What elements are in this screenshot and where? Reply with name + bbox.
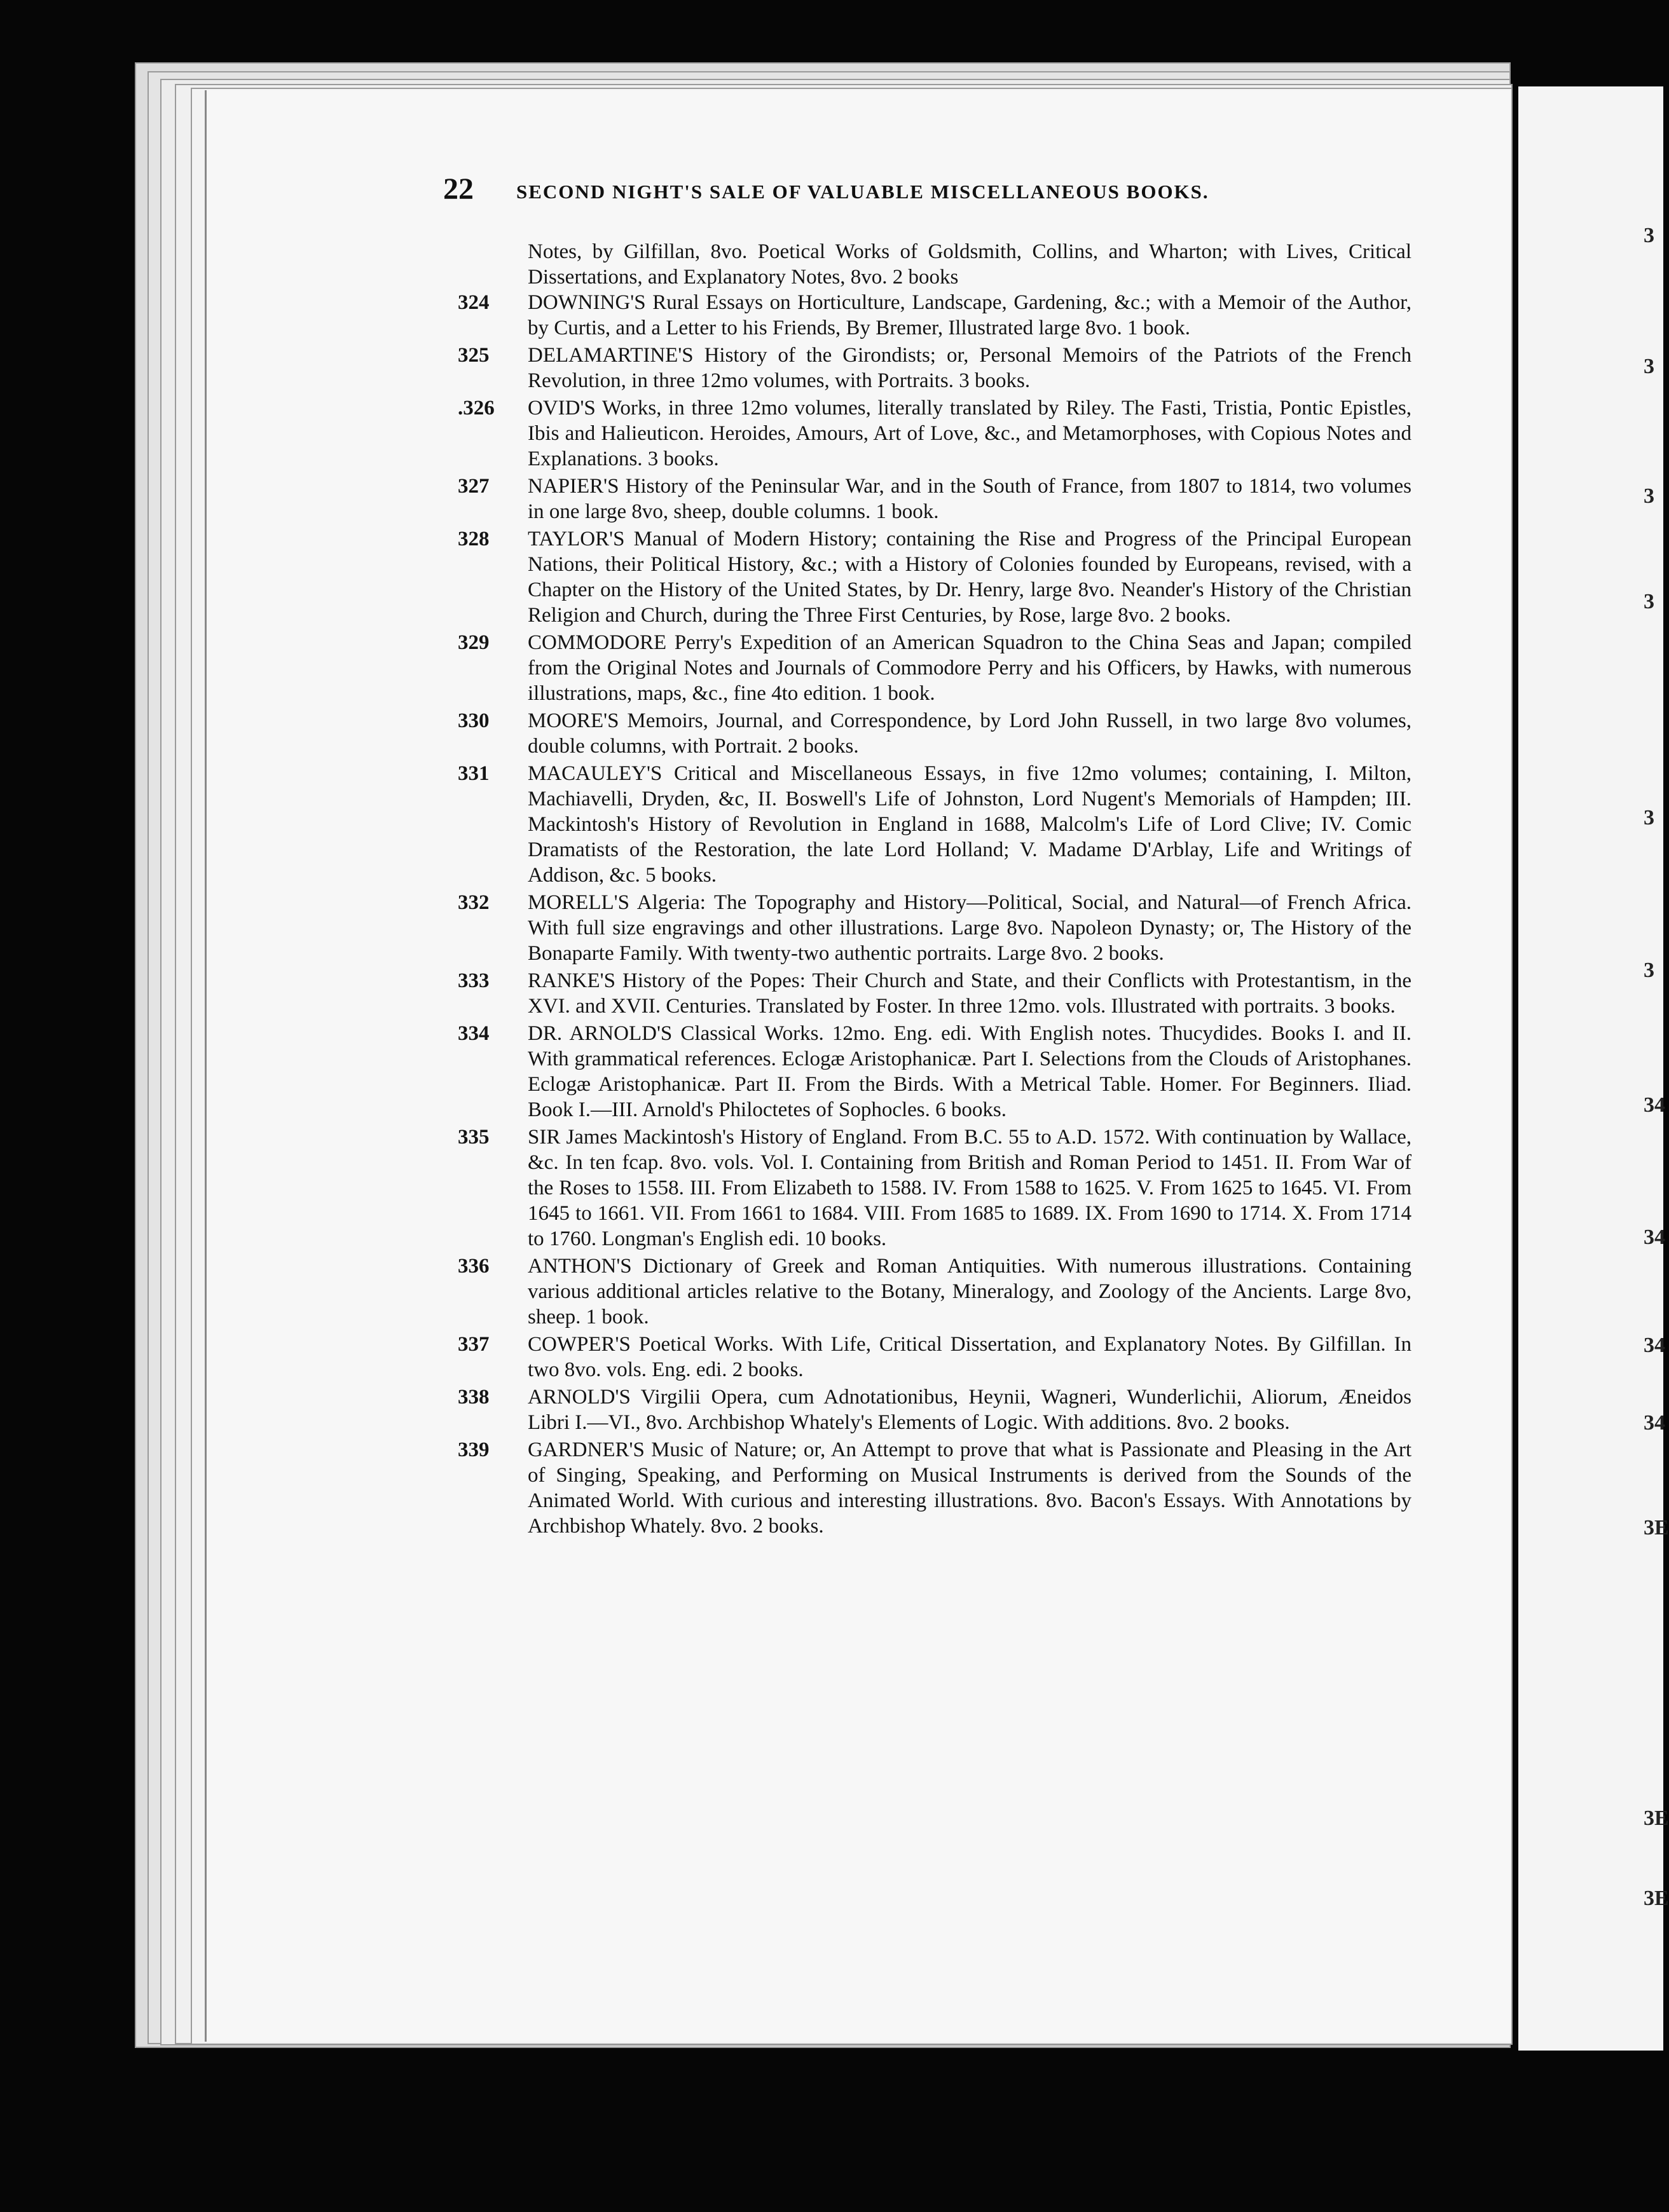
lot-number: 339: [458, 1438, 490, 1461]
lot-number: 324: [458, 291, 490, 314]
lot-number: 333: [458, 969, 490, 992]
catalogue-entry: [445, 1253, 1411, 1330]
page-number: 22: [443, 172, 474, 206]
entry-text: RANKE'S History of the Popes: Their Church and State, and their Conflicts with Protestantism, in the XVI. and XVII. Centuries. Translated by Foster. In three 12mo. vols. Illustrated with portraits. 3 books.: [528, 969, 1411, 1018]
catalogue-entries: [445, 239, 1411, 1541]
facing-page-fragment: 34: [1644, 1093, 1665, 1117]
catalogue-entry: [445, 1332, 1411, 1382]
running-title: SECOND NIGHT'S SALE OF VALUABLE MISCELLANEOUS BOOKS.: [516, 181, 1209, 203]
catalogue-entry: [445, 343, 1411, 393]
facing-page-fragment: 3: [1644, 355, 1654, 378]
entry-text: DELAMARTINE'S History of the Girondists; or, Personal Memoirs of the Patriots of the French Revolution, in three 12mo volumes, with Portraits. 3 books.: [528, 344, 1411, 392]
catalogue-entry: [445, 1384, 1411, 1435]
facing-page-fragment: 3E: [1644, 1516, 1669, 1540]
catalogue-entry: [445, 1021, 1411, 1123]
facing-page-fragment: 34: [1644, 1334, 1665, 1357]
catalogue-entry: [445, 630, 1411, 706]
entry-text: OVID'S Works, in three 12mo volumes, literally translated by Riley. The Fasti, Tristia, Pontic Epistles, Ibis and Halieuticon. Heroides, Amours, Art of Love, &c., and Metamorphoses, with Copious Notes and Explanations. 3 books.: [528, 397, 1411, 470]
catalogue-entry: [445, 761, 1411, 888]
entry-text: DR. ARNOLD'S Classical Works. 12mo. Eng. edi. With English notes. Thucydides. Books I. and II. With grammatical references. Eclogæ Aristophanicæ. Part I. Selections from the Clouds of Aristophanes. Eclogæ Aristophanicæ. Part II. From the Birds. With a Metrical Table. Homer. For Beginners. Iliad. Book I.—III. Arnold's Philoctetes of Sophocles. 6 books.: [528, 1022, 1411, 1121]
lot-number: 328: [458, 528, 490, 550]
catalogue-entry: [445, 395, 1411, 472]
lot-number: 330: [458, 709, 490, 732]
lot-number: 338: [458, 1386, 490, 1409]
catalogue-entry: [445, 1124, 1411, 1252]
entry-text: GARDNER'S Music of Nature; or, An Attempt to prove that what is Passionate and Pleasing in the Art of Singing, Speaking, and Performing on Musical Instruments is derived from the Sounds of the Animated World. With curious and interesting illustrations. 8vo. Bacon's Essays. With Annotations by Archbishop Whately. 8vo. 2 books.: [528, 1438, 1411, 1538]
lot-number: 327: [458, 475, 490, 498]
catalogue-entry: [445, 526, 1411, 628]
entry-text: ANTHON'S Dictionary of Greek and Roman Antiquities. With numerous illustrations. Containing various additional articles relative to the Botany, Mineralogy, and Zoology of the Ancients. Large 8vo, sheep. 1 book.: [528, 1255, 1411, 1328]
facing-page-fragment: 3: [1644, 484, 1654, 508]
facing-page-fragment: 3: [1644, 224, 1654, 247]
entry-text: DOWNING'S Rural Essays on Horticulture, Landscape, Gardening, &c.; with a Memoir of the Author, by Curtis, and a Letter to his Friends, By Bremer, Illustrated large 8vo. 1 book.: [528, 291, 1411, 339]
entry-text: COWPER'S Poetical Works. With Life, Critical Dissertation, and Explanatory Notes. By Gilfillan. In two 8vo. vols. Eng. edi. 2 books.: [528, 1333, 1411, 1381]
lot-number: 335: [458, 1126, 490, 1149]
catalogue-entry: [445, 290, 1411, 341]
lot-number: 337: [458, 1333, 490, 1356]
facing-page-fragment: 34: [1644, 1225, 1665, 1249]
continued-entry: [445, 239, 1411, 290]
facing-page-fragment: 3E: [1644, 1887, 1669, 1910]
catalogue-entry: [445, 968, 1411, 1019]
catalogue-entry: [445, 708, 1411, 759]
facing-page: [1518, 86, 1663, 2051]
entry-text: NAPIER'S History of the Peninsular War, and in the South of France, from 1807 to 1814, two volumes in one large 8vo, sheep, double columns. 1 book.: [528, 475, 1411, 523]
entry-text: COMMODORE Perry's Expedition of an American Squadron to the China Seas and Japan; compiled from the Original Notes and Journals of Commodore Perry and his Officers, by Hawks, with numerous illustrations, maps, &c., fine 4to edition. 1 book.: [528, 631, 1411, 705]
lot-number: 329: [458, 631, 490, 654]
page-header: [443, 172, 1352, 216]
catalogue-entry: [445, 890, 1411, 966]
lot-number: .326: [458, 397, 495, 420]
entry-text: TAYLOR'S Manual of Modern History; containing the Rise and Progress of the Principal European Nations, their Political History, &c.; with a History of Colonies founded by Europeans, revised, with a Chapter on the History of the United States, by Dr. Henry, large 8vo. Neander's History of the Christian Religion and Church, during the Three First Centuries, by Rose, large 8vo. 2 books.: [528, 528, 1411, 627]
lot-number: 334: [458, 1022, 490, 1045]
lot-number: 332: [458, 891, 490, 914]
facing-page-fragment: 3: [1644, 590, 1654, 613]
entry-text: MORELL'S Algeria: The Topography and History—Political, Social, and Natural—of French Africa. With full size engravings and other illustrations. Large 8vo. Napoleon Dynasty; or, The History of the Bonaparte Family. With twenty-two authentic portraits. Large 8vo. 2 books.: [528, 891, 1411, 965]
catalogue-entry: [445, 474, 1411, 524]
entry-text: SIR James Mackintosh's History of England. From B.C. 55 to A.D. 1572. With continuation by Wallace, &c. In ten fcap. 8vo. vols. Vol. I. Containing from British and Roman Period to 1451. II. From War of the Roses to 1558. III. From Elizabeth to 1588. IV. From 1588 to 1625. V. From 1625 to 1645. VI. From 1645 to 1661. VII. From 1661 to 1684. VIII. From 1685 to 1689. IX. From 1690 to 1714. X. From 1714 to 1760. Longman's English edi. 10 books.: [528, 1126, 1411, 1250]
lot-number: 331: [458, 762, 490, 785]
lot-number: 336: [458, 1255, 490, 1278]
facing-page-fragment: 3E: [1644, 1806, 1669, 1830]
facing-page-fragment: 34: [1644, 1411, 1665, 1435]
facing-page-fragment: 3: [1644, 806, 1654, 830]
entry-text: Notes, by Gilfillan, 8vo. Poetical Works of Goldsmith, Collins, and Wharton; with Lives, Critical Dissertations, and Explanatory Notes, 8vo. 2 books: [528, 240, 1411, 289]
facing-page-fragment: 3: [1644, 959, 1654, 982]
lot-number: 325: [458, 344, 490, 367]
entry-text: MACAULEY'S Critical and Miscellaneous Essays, in five 12mo volumes; containing, I. Milton, Machiavelli, Dryden, &c, II. Boswell's Life of Johnston, Lord Nugent's Memorials of Hampden; III. Mackintosh's History of Revolution in England in 1688, Malcolm's Life of Lord Clive; IV. Comic Dramatists of the Restoration, the late Lord Holland; V. Madame D'Arblay, Life and Writings of Addison, &c. 5 books.: [528, 762, 1411, 887]
entry-text: ARNOLD'S Virgilii Opera, cum Adnotationibus, Heynii, Wagneri, Wunderlichii, Aliorum, Æneidos Libri I.—VI., 8vo. Archbishop Whately's Elements of Logic. With additions. 8vo. 2 books.: [528, 1386, 1411, 1434]
entry-text: MOORE'S Memoirs, Journal, and Correspondence, by Lord John Russell, in two large 8vo volumes, double columns, with Portrait. 2 books.: [528, 709, 1411, 758]
catalogue-entry: [445, 1437, 1411, 1539]
